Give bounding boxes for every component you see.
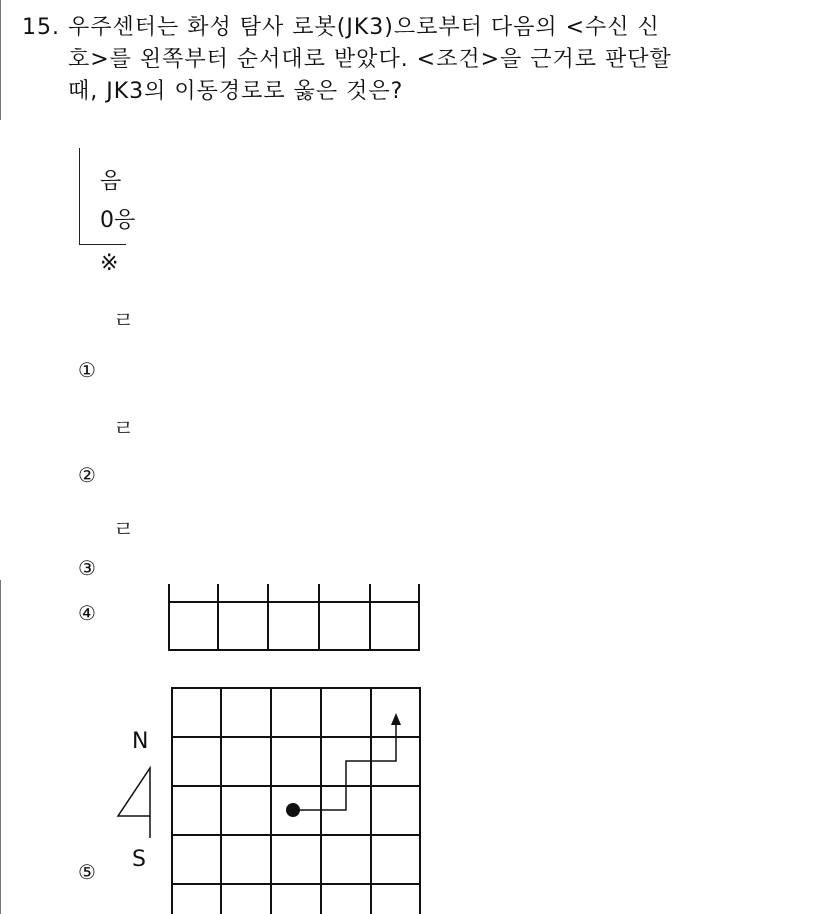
option-1[interactable]: ① [78,358,96,382]
option-4[interactable]: ④ [78,601,96,625]
question-line-3: 때, JK3의 이동경로로 옳은 것은? [68,79,404,104]
option-2[interactable]: ② [78,463,96,487]
end-arrow-icon [391,713,401,725]
page-margin-line-bottom [0,580,1,914]
question-text [22,12,812,108]
route-path [286,713,401,817]
option-4-grid [160,584,430,654]
compass-north: N [132,729,149,754]
clipped-glyph-1: ㄹ [113,309,135,334]
compass-south: S [132,847,146,872]
signal-box-row-1: 음 [100,169,122,194]
signal-box-fragment [79,148,136,245]
clipped-glyph-3: ㄹ [113,518,135,543]
note-mark: ※ [100,251,119,276]
option-3[interactable]: ③ [78,556,96,580]
signal-box-row-2: 0응 [100,208,136,233]
question-number: 15. [22,15,60,40]
question-line-2: 호>를 왼쪽부터 순서대로 받았다. <조건>을 근거로 판단할 [68,47,672,72]
page-margin-line-top [0,0,1,120]
option-5[interactable]: ⑤ [78,860,96,884]
question-line-1-text: 우주센터는 화성 탐사 로봇(JK3)으로부터 다음의 <수신 신 [68,15,660,40]
clipped-glyph-2: ㄹ [113,417,135,442]
question-line-1 [22,12,812,44]
option-5-grid [160,680,430,914]
